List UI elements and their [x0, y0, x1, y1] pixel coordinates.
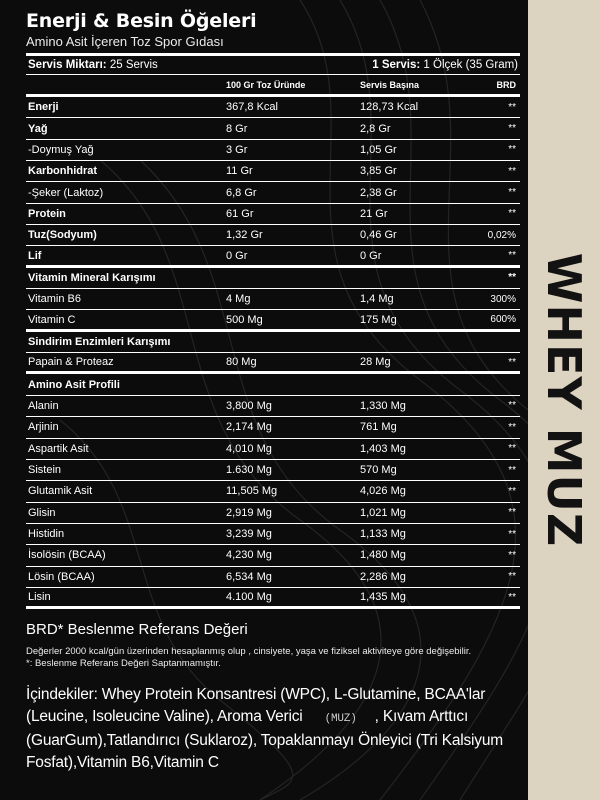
row-name: Alanin — [28, 399, 59, 412]
row-name: -Şeker (Laktoz) — [28, 186, 104, 199]
table-row — [26, 545, 520, 566]
row-per100: 61 Gr — [226, 207, 254, 220]
row-per100: 11,505 Mg — [226, 485, 278, 498]
row-name: Vitamin Mineral Karışımı — [28, 271, 156, 284]
row-name: Lisin — [28, 591, 51, 604]
row-per100: 11 Gr — [226, 165, 253, 178]
row-serving: 0,46 Gr — [360, 229, 397, 242]
nutrition-table — [26, 97, 520, 609]
table-row — [26, 310, 520, 331]
table-row — [26, 353, 520, 374]
row-brd: ** — [508, 144, 516, 156]
row-brd: ** — [508, 272, 516, 284]
row-per100: 3,239 Mg — [226, 528, 272, 541]
row-brd: ** — [508, 400, 516, 412]
row-per100: 80 Mg — [226, 356, 257, 369]
row-name: Karbonhidrat — [28, 165, 98, 178]
row-brd: ** — [508, 187, 516, 199]
row-name: Amino Asit Profili — [28, 378, 120, 391]
row-per100: 2,174 Mg — [226, 421, 272, 434]
row-name: Enerji — [28, 101, 59, 114]
table-row — [26, 118, 520, 139]
row-per100: 1.630 Mg — [226, 464, 272, 477]
row-serving: 4,026 Mg — [360, 485, 406, 498]
row-per100: 367,8 Kcal — [226, 101, 278, 114]
row-serving: 1,05 Gr — [360, 143, 397, 156]
table-row — [26, 182, 520, 203]
row-name: Lösin (BCAA) — [28, 570, 95, 583]
table-row — [26, 268, 520, 289]
row-per100: 3,800 Mg — [226, 399, 272, 412]
row-brd: 300% — [490, 293, 516, 305]
table-header — [26, 75, 520, 97]
row-serving: 1,133 Mg — [360, 528, 406, 541]
row-per100: 6,534 Mg — [226, 570, 272, 583]
brd-title: BRD* Beslenme Referans Değeri — [26, 621, 248, 639]
nutrition-panel — [26, 0, 520, 774]
row-serving: 1,403 Mg — [360, 442, 406, 455]
flavor-tag: (MUZ) — [324, 713, 357, 726]
serving-size: 1 Servis: 1 Ölçek (35 Gram) — [372, 59, 518, 71]
table-row — [26, 460, 520, 481]
row-serving: 28 Mg — [360, 356, 391, 369]
table-row — [26, 503, 520, 524]
serving-info-row — [26, 56, 520, 75]
row-serving: 2,38 Gr — [360, 186, 397, 199]
row-serving: 2,8 Gr — [360, 122, 391, 135]
row-name: Sindirim Enzimleri Karışımı — [28, 335, 171, 348]
row-serving: 21 Gr — [360, 207, 388, 220]
row-name: Aspartik Asit — [28, 442, 89, 455]
column-header-brd: BRD — [496, 79, 516, 90]
row-name: Lif — [28, 249, 42, 262]
row-serving: 1,435 Mg — [360, 591, 406, 604]
table-row — [26, 140, 520, 161]
footnote-values: Değerler 2000 kcal/gün üzerinden hesaplanmış olup , cinsiyete, yaşa ve fiziksel aktiviteye göre değişebilir. — [26, 646, 472, 658]
row-per100: 1,32 Gr — [226, 229, 263, 242]
row-name: Vitamin C — [28, 313, 76, 326]
servings-per-pack: Servis Miktarı: 25 Servis — [28, 59, 158, 71]
row-name: Glutamik Asit — [28, 485, 93, 498]
row-brd: 0,02% — [487, 229, 516, 241]
table-row — [26, 481, 520, 502]
row-name: Papain & Proteaz — [28, 356, 114, 369]
row-brd: ** — [508, 485, 516, 497]
row-brd: ** — [508, 123, 516, 135]
table-row — [26, 204, 520, 225]
row-serving: 128,73 Kcal — [360, 101, 419, 114]
row-serving: 1,021 Mg — [360, 506, 406, 519]
row-per100: 4 Mg — [226, 293, 251, 306]
row-per100: 500 Mg — [226, 313, 263, 326]
table-row — [26, 161, 520, 182]
row-brd: ** — [508, 528, 516, 540]
row-serving: 570 Mg — [360, 464, 397, 477]
table-row — [26, 289, 520, 310]
row-serving: 2,286 Mg — [360, 570, 406, 583]
product-side-label: WHEY MUZ — [537, 252, 591, 548]
table-row — [26, 567, 520, 588]
row-name: Tuz(Sodyum) — [28, 229, 97, 242]
row-serving: 175 Mg — [360, 313, 397, 326]
row-serving: 1,330 Mg — [360, 399, 406, 412]
panel-title: Enerji & Besin Öğeleri — [26, 10, 257, 32]
column-header-serving: Servis Başına — [360, 79, 420, 90]
row-brd: ** — [508, 208, 516, 220]
table-row — [26, 588, 520, 609]
table-row — [26, 396, 520, 417]
row-brd: ** — [508, 464, 516, 476]
row-name: İsolösin (BCAA) — [28, 549, 106, 562]
row-per100: 4,010 Mg — [226, 442, 272, 455]
row-serving: 1,4 Mg — [360, 293, 394, 306]
row-brd: ** — [508, 571, 516, 583]
table-row — [26, 97, 520, 118]
row-per100: 4.100 Mg — [226, 591, 272, 604]
panel-subtitle: Amino Asit İçeren Toz Spor Gıdası — [26, 34, 224, 49]
row-serving: 761 Mg — [360, 421, 397, 434]
row-name: Protein — [28, 207, 66, 220]
row-brd: ** — [508, 250, 516, 262]
column-header-per100: 100 Gr Toz Üründe — [226, 79, 306, 90]
row-brd: ** — [508, 101, 516, 113]
row-brd: ** — [508, 507, 516, 519]
row-per100: 4,230 Mg — [226, 549, 272, 562]
row-brd: ** — [508, 165, 516, 177]
row-serving: 3,85 Gr — [360, 165, 397, 178]
row-per100: 0 Gr — [226, 249, 248, 262]
row-brd: ** — [508, 591, 516, 603]
row-name: Sistein — [28, 464, 62, 477]
row-name: Glisin — [28, 506, 56, 519]
row-per100: 6,8 Gr — [226, 186, 257, 199]
row-per100: 8 Gr — [226, 122, 248, 135]
table-row — [26, 524, 520, 545]
row-name: Yağ — [28, 122, 48, 135]
table-row — [26, 225, 520, 246]
row-serving: 1,480 Mg — [360, 549, 406, 562]
row-brd: ** — [508, 356, 516, 368]
row-brd: ** — [508, 421, 516, 433]
table-row — [26, 332, 520, 353]
row-name: Arjinin — [28, 421, 59, 434]
ingredients-text: İçindekiler: Whey Protein Konsantresi (WPC), L-Glutamine, BCAA'lar (Leucine, Isoleucine Valine), Aroma Verici (MUZ) , Kıvam Arttıcı (GuarGum),Tatlandırıcı (Suklaroz), Topaklanmayı Önleyici (Tri Kalsiyum Fosfat),Vitamin B6,Vitamin C — [26, 686, 503, 772]
row-name: Vitamin B6 — [28, 293, 81, 306]
table-row — [26, 417, 520, 438]
table-row — [26, 374, 520, 395]
row-serving: 0 Gr — [360, 249, 382, 262]
table-row — [26, 246, 520, 267]
row-brd: ** — [508, 443, 516, 455]
table-row — [26, 439, 520, 460]
row-name: Histidin — [28, 528, 65, 541]
row-per100: 2,919 Mg — [226, 506, 272, 519]
footnote-brd: *: Beslenme Referans Değeri Saptanmamıştır. — [26, 658, 221, 670]
row-brd: 600% — [490, 314, 516, 326]
row-name: -Doymuş Yağ — [28, 143, 94, 156]
row-brd: ** — [508, 549, 516, 561]
row-per100: 3 Gr — [226, 143, 248, 156]
